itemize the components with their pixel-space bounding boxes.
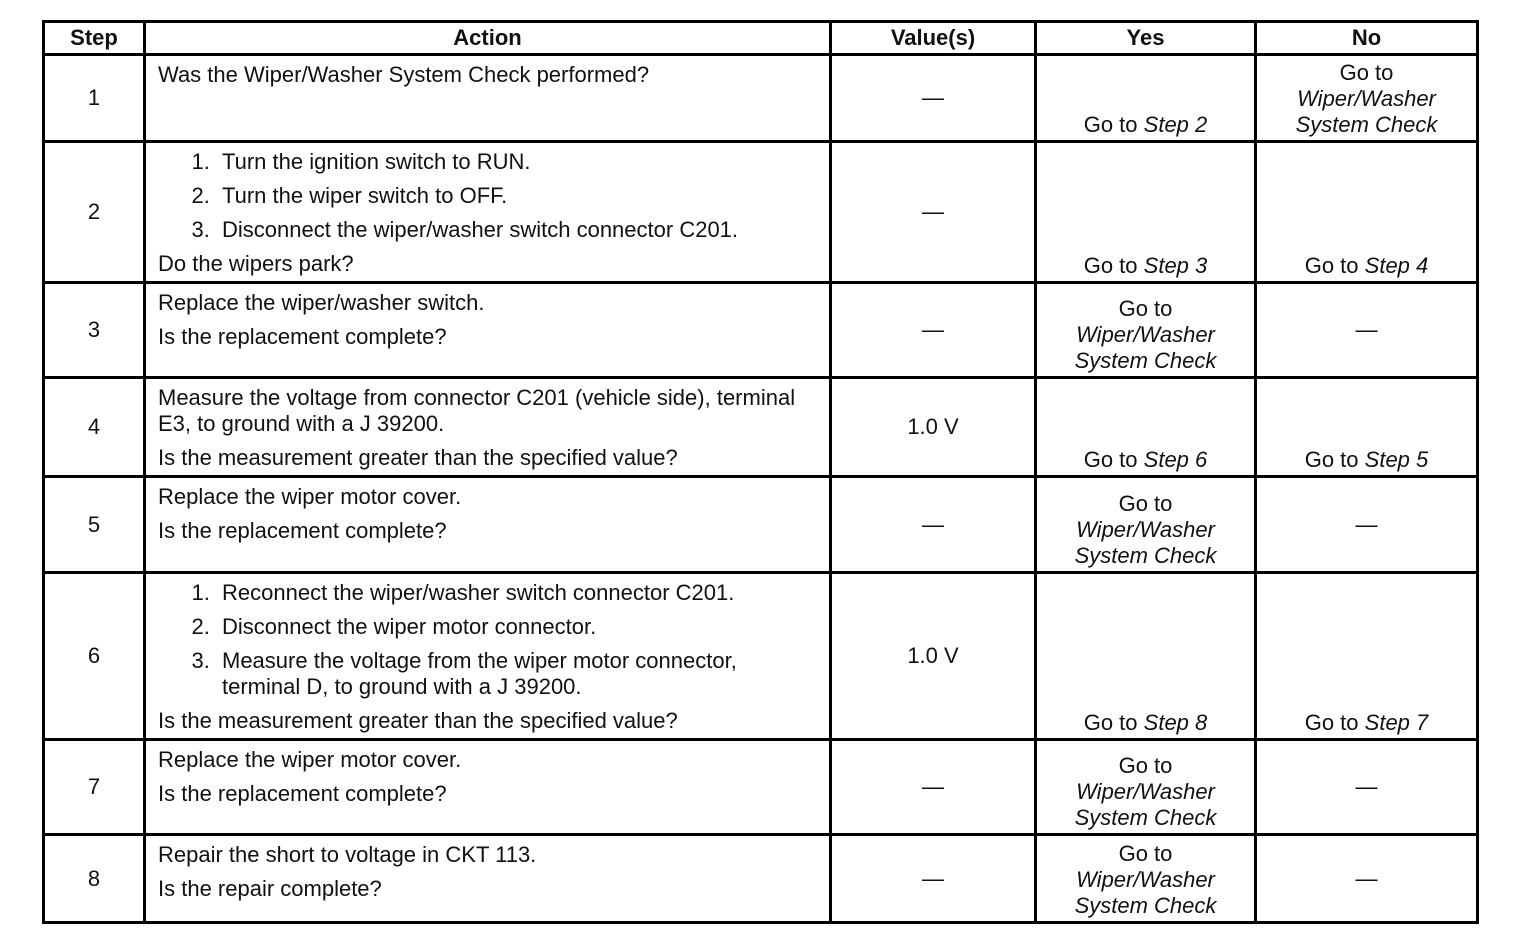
- no-target-link[interactable]: Step 4: [1364, 253, 1429, 278]
- table-row: [44, 477, 1478, 573]
- no-cell: [1256, 55, 1478, 142]
- action-step: 1. Reconnect the wiper/washer switch connector C201.: [216, 580, 819, 606]
- action-text: Replace the wiper/washer switch.: [158, 290, 485, 315]
- action-question: Do the wipers park?: [158, 251, 354, 276]
- yes-cell: [1036, 477, 1256, 573]
- action-text: Replace the wiper motor cover.: [158, 484, 462, 509]
- yes-target-link[interactable]: Step 2: [1143, 112, 1208, 137]
- value-cell: 1.0 V: [831, 573, 1036, 740]
- step-number: 8: [44, 835, 145, 923]
- yes-cell: [1036, 283, 1256, 378]
- yes-prefix: Go to: [1083, 112, 1138, 137]
- action-question: Is the measurement greater than the specified value?: [158, 445, 678, 470]
- action-step: 2. Turn the wiper switch to OFF.: [216, 183, 819, 209]
- yes-prefix: Go to: [1118, 841, 1173, 866]
- no-prefix: Go to: [1304, 447, 1359, 472]
- action-step: 2. Disconnect the wiper motor connector.: [216, 614, 819, 640]
- value-cell: —: [831, 477, 1036, 573]
- header-no: No: [1256, 22, 1478, 55]
- no-cell: [1256, 142, 1478, 283]
- action-question: Is the replacement complete?: [158, 324, 447, 349]
- step-number: 2: [44, 142, 145, 283]
- no-target-link[interactable]: Step 5: [1364, 447, 1429, 472]
- step-number: 5: [44, 477, 145, 573]
- yes-target-link[interactable]: Step 3: [1143, 253, 1208, 278]
- table-row: [44, 378, 1478, 477]
- action-question: Is the replacement complete?: [158, 781, 447, 806]
- yes-cell: [1036, 55, 1256, 142]
- action-cell: [145, 740, 831, 835]
- action-question: Is the measurement greater than the specified value?: [158, 708, 678, 733]
- yes-target-link[interactable]: Step 8: [1143, 710, 1208, 735]
- no-target-link[interactable]: Step 7: [1364, 710, 1429, 735]
- action-cell: [145, 55, 831, 142]
- yes-cell: [1036, 142, 1256, 283]
- step-number: 7: [44, 740, 145, 835]
- table-row: [44, 55, 1478, 142]
- yes-target-link[interactable]: Wiper/Washer System Check: [1074, 517, 1217, 568]
- table-row: [44, 573, 1478, 740]
- step-number: 6: [44, 573, 145, 740]
- yes-target-link[interactable]: Wiper/Washer System Check: [1074, 867, 1217, 918]
- no-cell: [1256, 378, 1478, 477]
- table-row: [44, 835, 1478, 923]
- yes-cell: [1036, 835, 1256, 923]
- yes-cell: [1036, 378, 1256, 477]
- header-step: Step: [44, 22, 145, 55]
- value-cell: —: [831, 55, 1036, 142]
- yes-target-link[interactable]: Step 6: [1143, 447, 1208, 472]
- action-text: Measure the voltage from connector C201 (vehicle side), terminal E3, to ground with a J 39200.: [158, 385, 796, 436]
- action-question: Is the repair complete?: [158, 876, 382, 901]
- yes-prefix: Go to: [1118, 296, 1173, 321]
- yes-prefix: Go to: [1083, 710, 1138, 735]
- action-text: Replace the wiper motor cover.: [158, 747, 462, 772]
- yes-target-link[interactable]: Wiper/Washer System Check: [1074, 322, 1217, 373]
- header-row: [44, 22, 1478, 55]
- action-cell: [145, 573, 831, 740]
- header-yes: Yes: [1036, 22, 1256, 55]
- value-cell: —: [831, 142, 1036, 283]
- yes-prefix: Go to: [1083, 253, 1138, 278]
- action-cell: [145, 378, 831, 477]
- yes-cell: [1036, 740, 1256, 835]
- no-cell: —: [1256, 283, 1478, 378]
- yes-prefix: Go to: [1118, 753, 1173, 778]
- step-number: 1: [44, 55, 145, 142]
- action-cell: [145, 835, 831, 923]
- yes-prefix: Go to: [1083, 447, 1138, 472]
- action-question: Is the replacement complete?: [158, 518, 447, 543]
- action-text: Was the Wiper/Washer System Check performed?: [158, 62, 650, 87]
- no-cell: —: [1256, 477, 1478, 573]
- action-step: 3. Measure the voltage from the wiper motor connector, terminal D, to ground with a J 39200.: [216, 648, 819, 700]
- action-steps-list: [158, 149, 819, 243]
- diagnostic-table: [42, 20, 1479, 924]
- table-row: [44, 740, 1478, 835]
- no-cell: —: [1256, 835, 1478, 923]
- step-number: 4: [44, 378, 145, 477]
- yes-prefix: Go to: [1118, 491, 1173, 516]
- no-cell: —: [1256, 740, 1478, 835]
- table-row: [44, 283, 1478, 378]
- yes-target-link[interactable]: Wiper/Washer System Check: [1074, 779, 1217, 830]
- action-step: 1. Turn the ignition switch to RUN.: [216, 149, 819, 175]
- no-prefix: Go to: [1304, 253, 1359, 278]
- yes-cell: [1036, 573, 1256, 740]
- header-action: Action: [145, 22, 831, 55]
- action-step: 3. Disconnect the wiper/washer switch connector C201.: [216, 217, 819, 243]
- value-cell: —: [831, 283, 1036, 378]
- action-cell: [145, 142, 831, 283]
- action-text: Repair the short to voltage in CKT 113.: [158, 842, 537, 867]
- no-prefix: Go to: [1339, 60, 1394, 85]
- no-prefix: Go to: [1304, 710, 1359, 735]
- action-cell: [145, 283, 831, 378]
- no-target-link[interactable]: Wiper/Washer System Check: [1295, 86, 1438, 137]
- value-cell: —: [831, 835, 1036, 923]
- value-cell: —: [831, 740, 1036, 835]
- header-values: Value(s): [831, 22, 1036, 55]
- action-cell: [145, 477, 831, 573]
- step-number: 3: [44, 283, 145, 378]
- value-cell: 1.0 V: [831, 378, 1036, 477]
- table-row: [44, 142, 1478, 283]
- no-cell: [1256, 573, 1478, 740]
- action-steps-list: [158, 580, 819, 700]
